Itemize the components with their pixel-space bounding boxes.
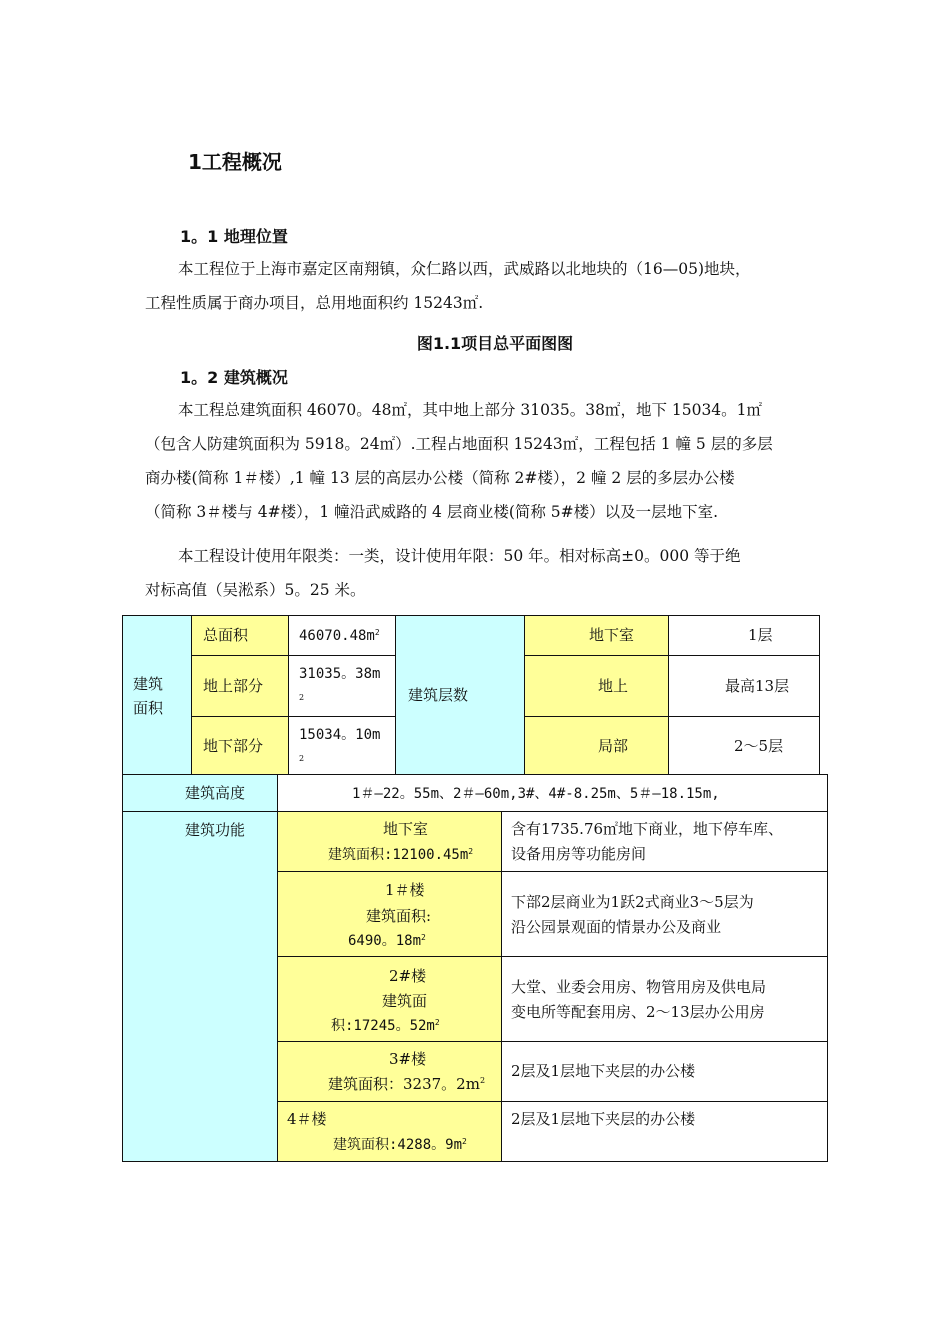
function-desc-line1: 2层及1层地下夹层的办公楼 [511, 1062, 696, 1080]
function-desc-cell [501, 811, 828, 872]
partial-label: 局部 [598, 737, 629, 755]
area-label-cell [122, 615, 192, 775]
partial-value-cell [668, 716, 820, 775]
total-value-sup: 2 [374, 628, 380, 637]
geo-paragraph [145, 252, 810, 320]
total-label-cell [191, 615, 289, 656]
function-name-line2 [328, 1072, 485, 1096]
p1-text-b: ，其中地上部分 31035。38㎡ [406, 401, 621, 419]
total-label: 总面积 [203, 626, 249, 644]
function-desc-cell [501, 1041, 828, 1102]
basement-label: 地下室 [589, 626, 635, 644]
partial-value: 2～5层 [734, 737, 784, 755]
function-name-line3 [348, 929, 426, 953]
function-desc-line2: 设备用房等功能房间 [511, 845, 647, 863]
function-area-text: 积:17245。52m [331, 1018, 435, 1034]
p1-text-f: ，工程包括 1 幢 5 层的多层 [578, 435, 773, 453]
below-label-cell [191, 716, 289, 775]
ground-value-cell [668, 655, 820, 717]
building-paragraph-1 [145, 393, 810, 529]
function-area-sup: 2 [434, 1018, 440, 1027]
below-value-line1: 15034。10m [299, 727, 381, 743]
function-area-text: 6490。18m [348, 933, 422, 949]
floors-label-cell [395, 615, 525, 775]
function-area-sup: 2 [462, 1137, 467, 1146]
function-label-cell [122, 811, 278, 1162]
function-desc-line2: 沿公园景观面的情景办公及商业 [511, 918, 722, 936]
function-label: 建筑功能 [185, 821, 246, 839]
function-area-text: 建筑面积:12100.45m [328, 847, 469, 863]
geo-text-line2: 工程性质属于商办项目，总用地面积约 15243㎡. [145, 294, 484, 312]
function-desc-line2: 变电所等配套用房、2～13层办公用房 [511, 1003, 765, 1021]
function-name-line1: 2#楼 [389, 967, 427, 985]
building-p2-line1: 本工程设计使用年限类：一类，设计使用年限：50 年。相对标高±0。000 等于绝 [178, 547, 741, 565]
ground-value: 最高13层 [725, 677, 790, 695]
above-label-cell [191, 655, 289, 717]
function-name-cell [277, 956, 502, 1042]
function-name-line1: 3#楼 [389, 1050, 427, 1068]
above-value-line2: 2 [299, 693, 305, 702]
function-name-cell [277, 871, 502, 957]
function-area-text: 建筑面积:4288。9m [333, 1137, 463, 1153]
function-area-text: 建筑面积：3237。2m [328, 1075, 480, 1093]
building-p1-line2 [145, 427, 810, 461]
function-desc-line1: 含有1735.76㎡地下商业，地下停车库、 [511, 820, 784, 838]
basement-value: 1层 [748, 626, 773, 644]
below-value-line2: 2 [299, 754, 305, 763]
height-label-cell [122, 774, 278, 812]
function-name-line2 [333, 1133, 467, 1157]
floors-label: 建筑层数 [408, 686, 469, 704]
height-value: 1＃—22。55m、2＃—60m,3#、4#-8.25m、5＃—18.15m, [352, 786, 720, 802]
function-area-sup: 2 [479, 1076, 486, 1085]
section-title: 1工程概况 [188, 150, 282, 174]
function-desc-line1: 大堂、业委会用房、物管用房及供电局 [511, 978, 767, 996]
height-value-cell [277, 774, 828, 812]
basement-value-cell [668, 615, 820, 656]
function-name-cell [277, 811, 502, 872]
p1-text-d: （包含人防建筑面积为 5918。24㎡ [145, 435, 396, 453]
function-area-sup: 2 [468, 847, 474, 856]
partial-label-cell [524, 716, 669, 775]
function-name-line1: 1＃楼 [385, 881, 425, 899]
building-p1-line3: 商办楼(简称 1＃楼）,1 幢 13 层的高层办公楼（简称 2#楼），2 幢 2 层的多层办公楼 [145, 469, 735, 487]
function-name-line2 [328, 843, 473, 867]
building-heading: 1。2 建筑概况 [180, 368, 288, 387]
figure-caption: 图1.1项目总平面图图 [416, 334, 574, 353]
total-value [299, 624, 380, 648]
above-label: 地上部分 [203, 677, 264, 695]
p1-text-a: 本工程总建筑面积 46070。48㎡ [178, 401, 407, 419]
function-desc-cell [501, 1101, 828, 1162]
p1-text-c: ，地下 15034。1㎡ [620, 401, 763, 419]
function-name-line2: 建筑面 [382, 992, 428, 1010]
area-label: 建筑 面积 [133, 675, 164, 717]
building-p2-line2: 对标高值（吴淞系）5。25 米。 [145, 581, 366, 599]
function-name-line1: 地下室 [383, 820, 429, 838]
function-desc-cell [501, 956, 828, 1042]
ground-label: 地上 [598, 677, 629, 695]
above-value-line1: 31035。38m [299, 666, 381, 682]
below-value-cell [288, 716, 396, 775]
function-name-line2: 建筑面积: [366, 907, 432, 925]
total-value-text: 46070.48m [299, 628, 375, 644]
total-value-cell [288, 615, 396, 656]
above-value-cell [288, 655, 396, 717]
height-label: 建筑高度 [185, 784, 246, 802]
function-area-sup: 2 [421, 933, 426, 942]
function-desc-line1: 2层及1层地下夹层的办公楼 [511, 1110, 696, 1128]
function-name-line3 [331, 1014, 440, 1038]
function-desc-cell [501, 871, 828, 957]
function-name-cell [277, 1101, 502, 1162]
function-name-cell [277, 1041, 502, 1102]
geo-heading: 1。1 地理位置 [180, 227, 288, 246]
ground-label-cell [524, 655, 669, 717]
building-p1-line4: （简称 3＃楼与 4#楼），1 幢沿武威路的 4 层商业楼(简称 5#楼）以及一层地下室. [145, 503, 719, 521]
basement-label-cell [524, 615, 669, 656]
p1-text-e: ）.工程占地面积 15243㎡ [395, 435, 579, 453]
geo-text-line1: 本工程位于上海市嘉定区南翔镇，众仁路以西，武威路以北地块的（16—05)地块， [178, 260, 751, 278]
building-paragraph-2 [145, 539, 810, 607]
function-desc-line1: 下部2层商业为1跃2式商业3～5层为 [511, 893, 754, 911]
function-name-line1: 4＃楼 [287, 1110, 327, 1128]
below-label: 地下部分 [203, 737, 264, 755]
building-p1-line1 [145, 393, 810, 427]
